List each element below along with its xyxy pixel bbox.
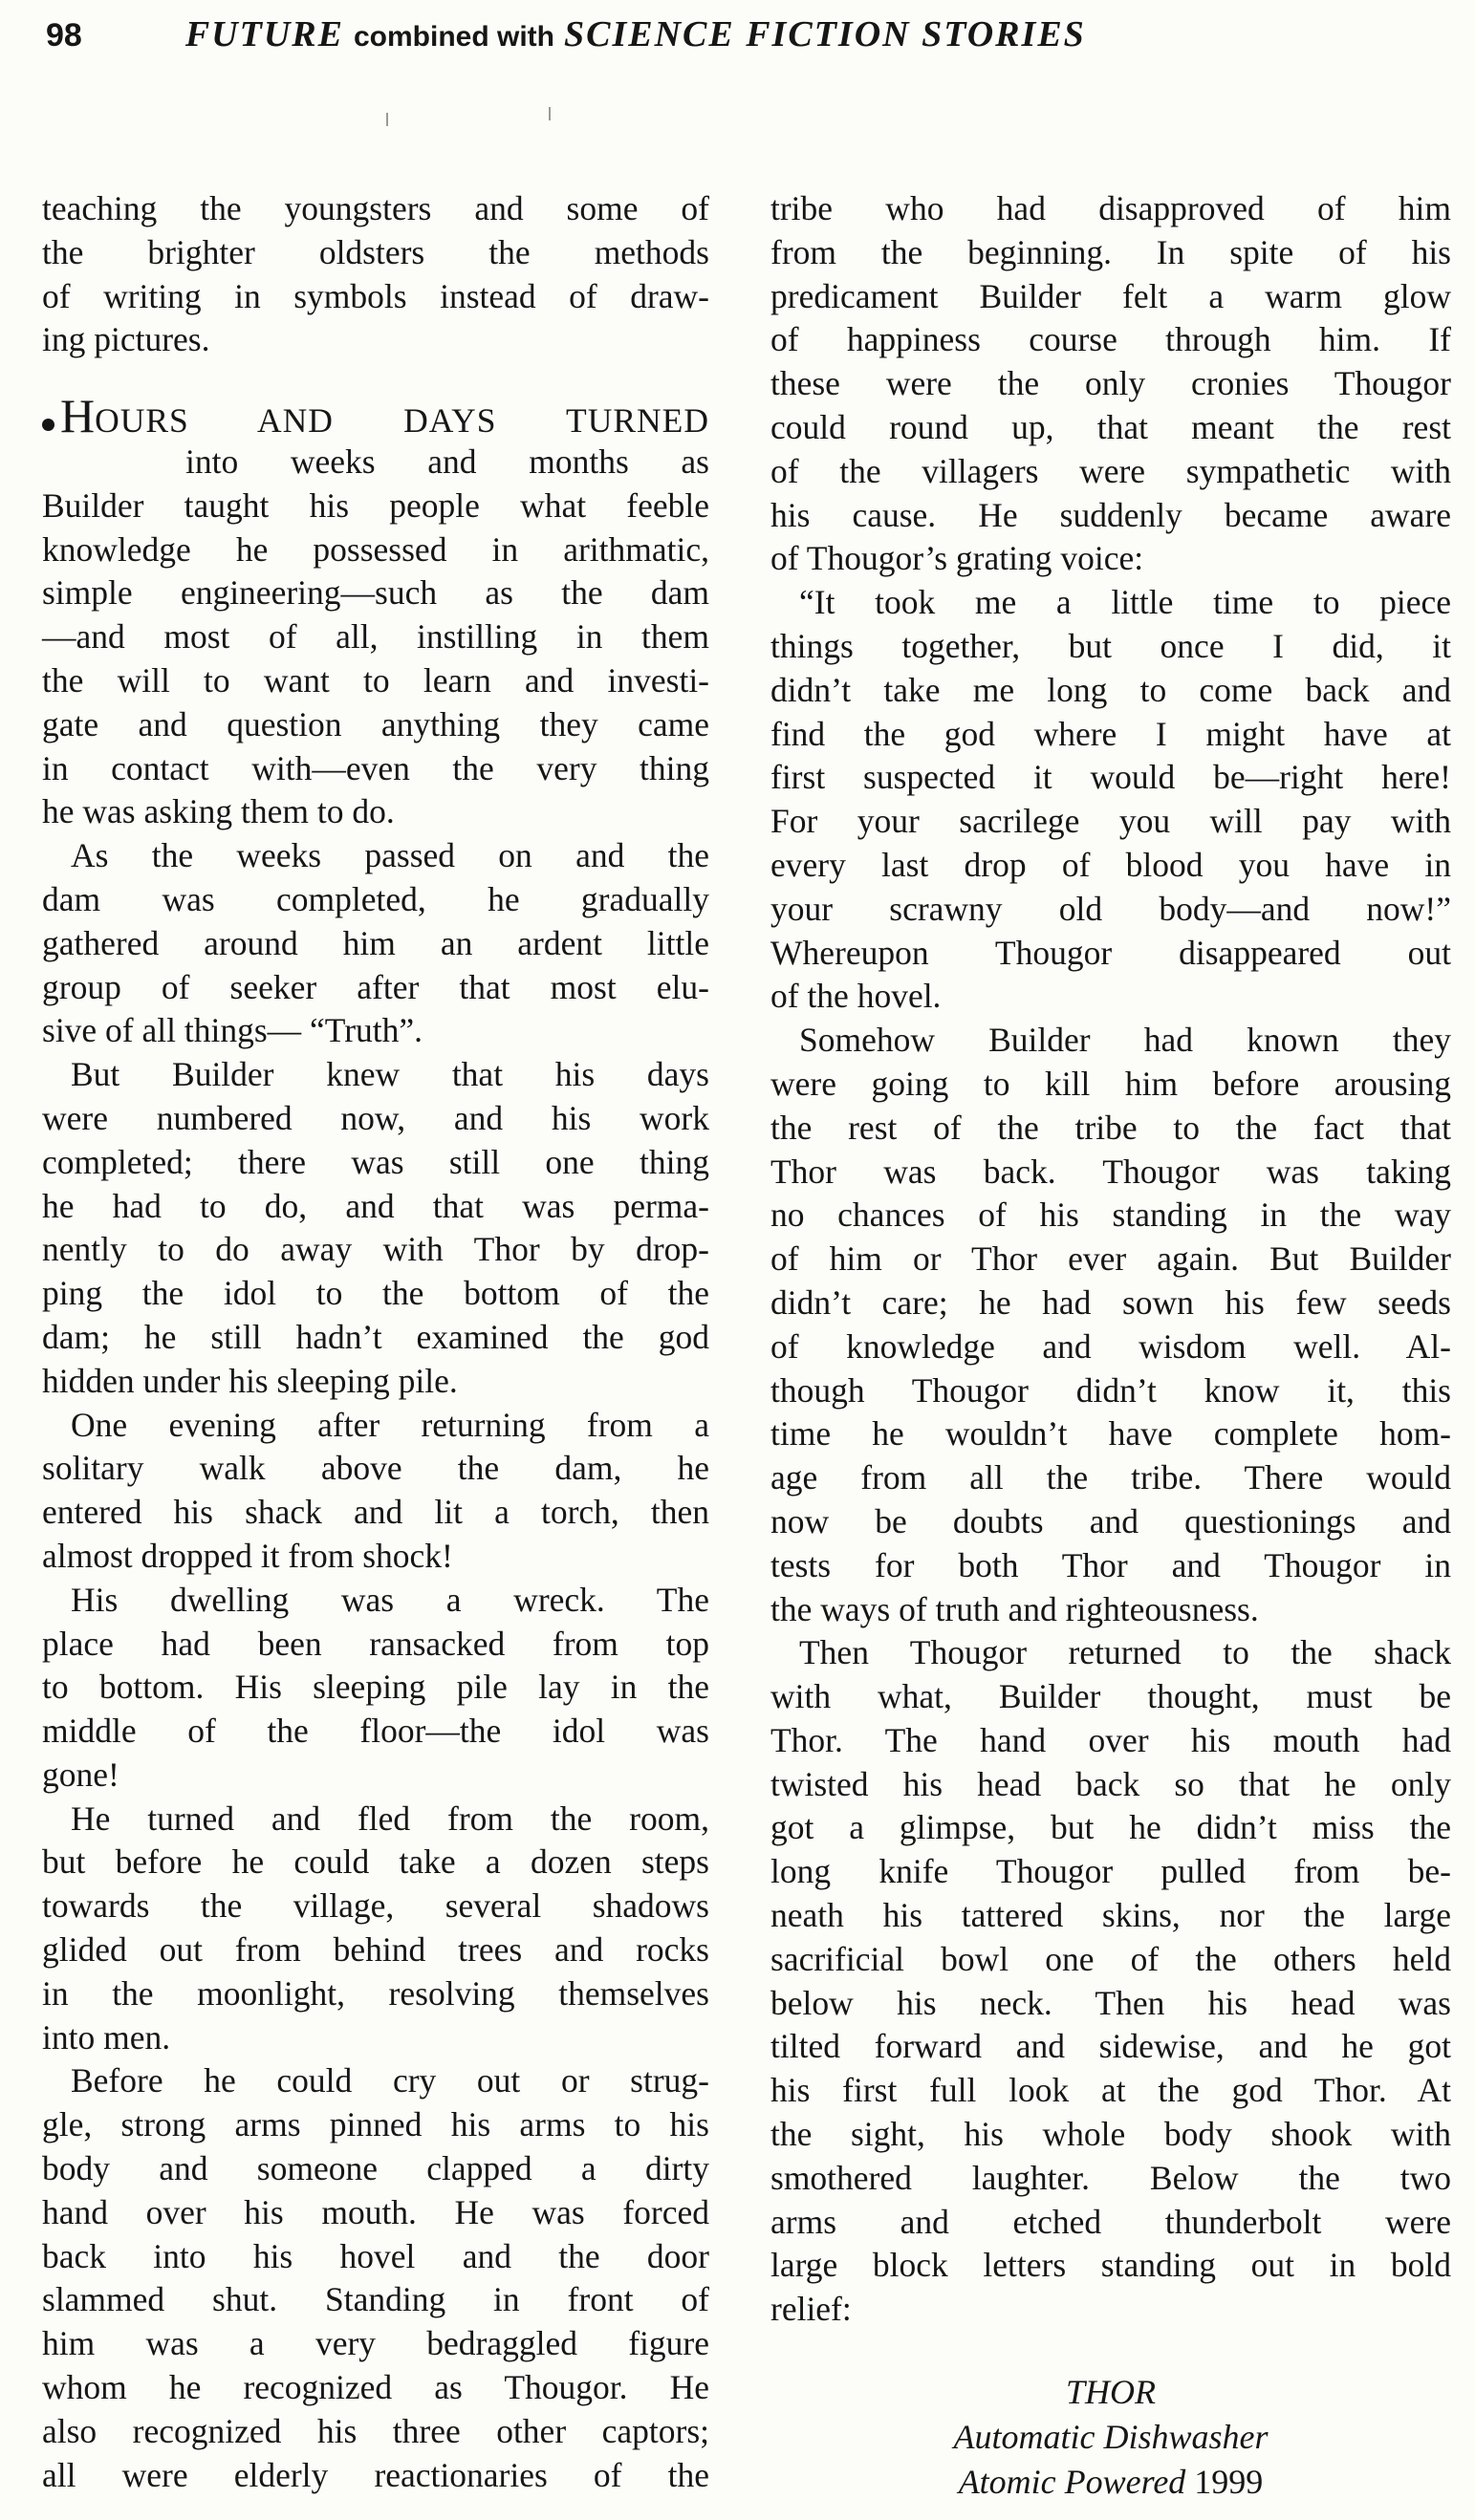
text-line: tribe who had disapproved of him — [770, 189, 1451, 227]
text-line: almost dropped it from shock! — [42, 1536, 453, 1575]
text-line: place had been ransacked from top — [42, 1624, 709, 1663]
text-line: tests for both Thor and Thougor in — [770, 1545, 1451, 1584]
text-line: also recognized his three other captors; — [42, 2411, 709, 2450]
text-line: could round up, that meant the rest — [770, 407, 1451, 446]
text-line: below his neck. Then his head was — [770, 1983, 1451, 2022]
text-line: neath his tattered skins, nor the large — [770, 1896, 1451, 1935]
text-line: of him or Thor ever again. But Builder — [770, 1239, 1451, 1279]
section-bullet-icon — [42, 419, 54, 431]
text-line: all were elderly reactionaries of the — [42, 2455, 709, 2494]
right-column — [770, 187, 1451, 2505]
text-line: gathered around him an ardent little — [42, 923, 709, 962]
text-line: group of seeker after that most elu- — [42, 967, 709, 1006]
text-line: One evening after returning from a — [71, 1405, 709, 1444]
text-line: gle, strong arms pinned his arms to his — [42, 2105, 709, 2144]
text-line: but before he could take a dozen steps — [42, 1842, 709, 1882]
text-line: knowledge he possessed in arithmatic, — [42, 529, 709, 569]
text-line: of happiness course through him. If — [770, 320, 1451, 359]
text-line: find the god where I might have at — [770, 714, 1451, 753]
text-line: nently to do away with Thor by drop- — [42, 1230, 709, 1269]
text-line: with what, Builder thought, must be — [770, 1677, 1451, 1716]
text-line: back into his hovel and the door — [42, 2236, 709, 2275]
text-line: For your sacrilege you will pay with — [770, 802, 1451, 841]
magazine-name: FUTURE — [184, 14, 344, 54]
text-line: were numbered now, and his work — [42, 1098, 709, 1137]
text-line: As the weeks passed on and the — [71, 836, 709, 875]
scan-mark — [386, 113, 388, 126]
text-line: the will to want to learn and investi- — [42, 660, 709, 700]
text-line: body and someone clapped a dirty — [42, 2149, 709, 2188]
text-line: middle of the floor—the idol was — [42, 1712, 709, 1751]
text-line: solitary walk above the dam, he — [42, 1449, 709, 1488]
left-column — [42, 187, 709, 2497]
running-header — [46, 13, 1422, 67]
magazine-title — [185, 13, 1086, 55]
text-line: “It took me a little time to piece — [799, 583, 1451, 622]
text-line: into men. — [42, 2017, 171, 2057]
text-line: now be doubts and questionings and — [770, 1501, 1451, 1540]
text-line: Builder taught his people what feeble — [42, 485, 709, 525]
text-line: arms and etched thunderbolt were — [770, 2202, 1451, 2241]
text-line: things together, but once I did, it — [770, 626, 1451, 665]
text-line: hidden under his sleeping pile. — [42, 1361, 458, 1400]
text-line: in contact with—even the very thing — [42, 748, 709, 787]
text-line: His dwelling was a wreck. The — [71, 1580, 709, 1619]
text-line: he was asking them to do. — [42, 792, 395, 831]
text-line: from the beginning. In spite of his — [770, 232, 1451, 271]
text-line: glided out from behind trees and rocks — [42, 1930, 709, 1970]
text-line: teaching the youngsters and some of — [42, 189, 709, 227]
text-line: sacrificial bowl one of the others held — [770, 1939, 1451, 1978]
scan-mark — [549, 107, 551, 120]
inscription-power: Atomic Powered — [958, 2463, 1186, 2502]
text-line: of the villagers were sympathetic with — [770, 451, 1451, 490]
text-line: to bottom. His sleeping pile lay in the — [42, 1668, 709, 1707]
text-line: OURS AND DAYS TURNED — [95, 401, 709, 441]
text-line: didn’t take me long to come back and — [770, 670, 1451, 709]
text-line: predicament Builder felt a warm glow — [770, 276, 1451, 315]
text-line: He turned and fled from the room, — [71, 1798, 709, 1838]
text-line: were going to kill him before arousing — [770, 1064, 1451, 1103]
text-line: of Thougor’s grating voice: — [770, 539, 1144, 578]
text-line: dam was completed, he gradually — [42, 879, 709, 918]
text-line: Then Thougor returned to the shack — [799, 1633, 1451, 1672]
section-gap — [42, 362, 709, 397]
text-line: into weeks and months as — [185, 442, 709, 481]
text-line: entered his shack and lit a torch, then — [42, 1493, 709, 1532]
text-line: simple engineering—such as the dam — [42, 573, 709, 613]
inscription-line: Automatic Dishwasher — [953, 2418, 1269, 2457]
text-line: Somehow Builder had known they — [799, 1021, 1451, 1060]
text-line: his first full look at the god Thor. At — [770, 2071, 1451, 2110]
idol-inscription — [770, 2370, 1451, 2505]
text-line: slammed shut. Standing in front of — [42, 2280, 709, 2319]
text-line: large block letters standing out in bold — [770, 2246, 1451, 2285]
text-line: Before he could cry out or strug- — [71, 2061, 709, 2100]
text-line: time he wouldn’t have complete hom- — [770, 1414, 1451, 1454]
text-line: ing pictures. — [42, 320, 210, 359]
text-line: relief: — [770, 2290, 852, 2329]
text-line: no chances of his standing in the way — [770, 1195, 1451, 1235]
text-line: tilted forward and sidewise, and he got — [770, 2027, 1451, 2066]
text-line: But Builder knew that his days — [71, 1055, 709, 1094]
text-line: every last drop of blood you have in — [770, 845, 1451, 884]
magazine-series: SCIENCE FICTION STORIES — [563, 14, 1086, 54]
text-line: Thor was back. Thougor was taking — [770, 1152, 1451, 1191]
text-line: in the moonlight, resolving themselves — [42, 1973, 709, 2013]
text-line: twisted his head back so that he only — [770, 1764, 1451, 1803]
text-line: Whereupon Thougor disappeared out — [770, 933, 1451, 972]
text-line: Thor. The hand over his mouth had — [770, 1720, 1451, 1759]
text-line: he had to do, and that was perma- — [42, 1186, 709, 1225]
text-line: age from all the tribe. There would — [770, 1458, 1451, 1497]
text-line: the rest of the tribe to the fact that — [770, 1108, 1451, 1147]
text-line: gone! — [42, 1755, 119, 1794]
inscription-line-powered — [770, 2460, 1451, 2505]
text-line: towards the village, several shadows — [42, 1886, 709, 1926]
text-line: him was a very bedraggled figure — [42, 2324, 709, 2363]
text-line: of knowledge and wisdom well. Al- — [770, 1326, 1451, 1366]
text-line: your scrawny old body—and now!” — [770, 889, 1451, 928]
text-line: of writing in symbols instead of draw- — [42, 276, 709, 315]
text-line: ping the idol to the bottom of the — [42, 1274, 709, 1313]
page-number: 98 — [46, 17, 82, 54]
text-line: the ways of truth and righteousness. — [770, 1589, 1259, 1628]
text-line: of the hovel. — [770, 977, 942, 1016]
text-line: though Thougor didn’t know it, this — [770, 1370, 1451, 1410]
text-line: —and most of all, instilling in them — [42, 617, 709, 657]
drop-cap: H — [60, 389, 96, 443]
text-line: completed; there was still one thing — [42, 1142, 709, 1181]
text-line: the brighter oldsters the methods — [42, 232, 709, 271]
text-line: gate and question anything they came — [42, 704, 709, 743]
section-opening-line — [42, 389, 709, 443]
text-line: didn’t care; he had sown his few seeds — [770, 1282, 1451, 1322]
text-line: whom he recognized as Thougor. He — [42, 2368, 709, 2407]
inscription-year: 1999 — [1194, 2463, 1264, 2502]
text-line: smothered laughter. Below the two — [770, 2158, 1451, 2197]
text-line: these were the only cronies Thougor — [770, 364, 1451, 403]
text-line: got a glimpse, but he didn’t miss the — [770, 1808, 1451, 1847]
inscription-title: THOR — [1065, 2373, 1156, 2412]
text-line: sive of all things— “Truth”. — [42, 1011, 423, 1050]
text-line: his cause. He suddenly became aware — [770, 495, 1451, 534]
text-line: dam; he still hadn’t examined the god — [42, 1317, 709, 1356]
title-connector: combined with — [353, 21, 554, 53]
text-line: hand over his mouth. He was forced — [42, 2192, 709, 2231]
text-line: the sight, his whole body shook with — [770, 2115, 1451, 2154]
text-line: first suspected it would be—right here! — [770, 758, 1451, 797]
text-line: long knife Thougor pulled from be- — [770, 1852, 1451, 1891]
